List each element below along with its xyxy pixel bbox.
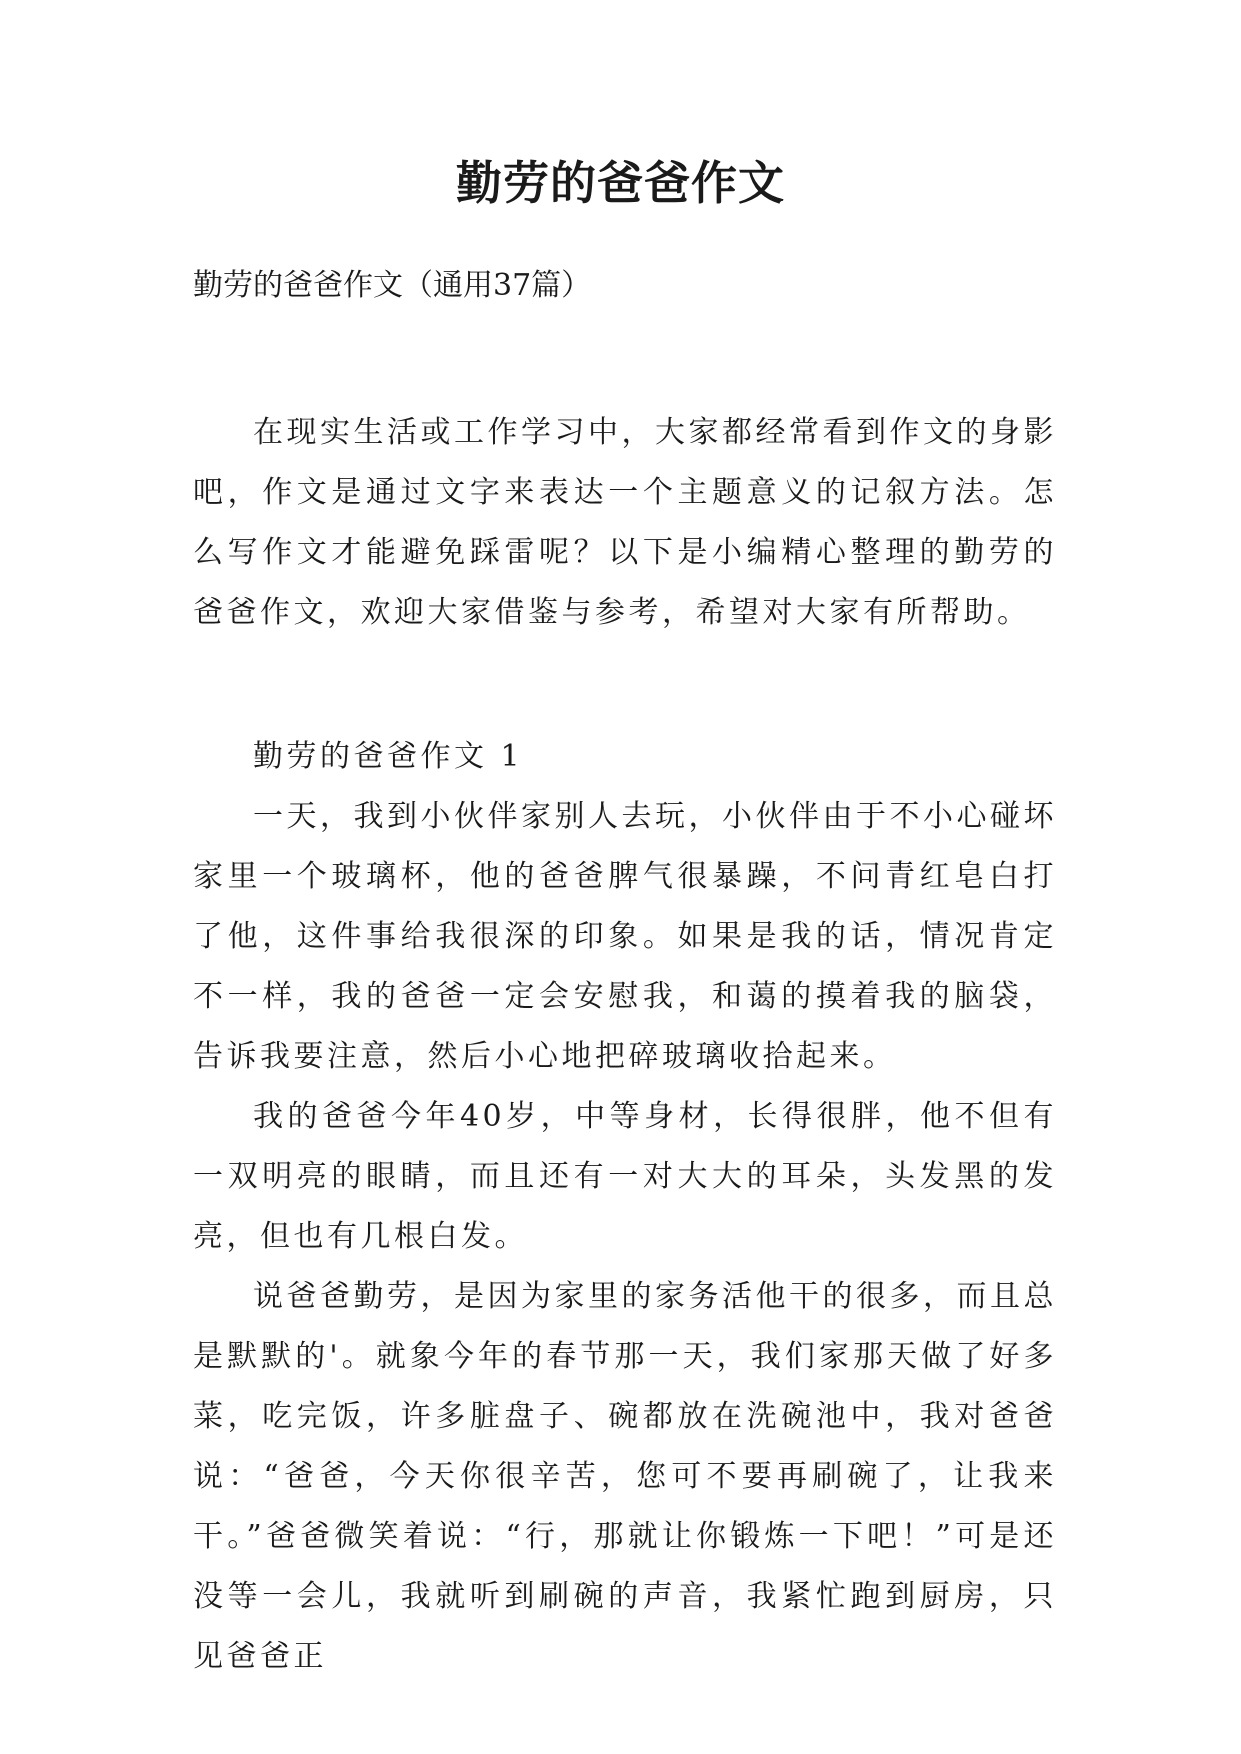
document-body [193, 403, 1057, 1687]
body-paragraph: 我的爸爸今年40岁，中等身材，长得很胖，他不但有一双明亮的眼睛，而且还有一对大大的耳朵，头发黑的发亮，但也有几根白发。 [193, 1099, 1057, 1254]
body-paragraph: 说爸爸勤劳，是因为家里的家务活他干的很多，而且总是默默的'。就象今年的春节那一天，我们家那天做了好多菜，吃完饭，许多脏盘子、碗都放在洗碗池中，我对爸爸说：“爸爸，今天你很辛苦，您可不要再刷碗了，让我来干。”爸爸微笑着说：“行，那就让你锻炼一下吧！”可是还没等一会儿，我就听到刷碗的声音，我紧忙跑到厨房，只见爸爸正 [193, 1279, 1057, 1674]
document-title: 勤劳的爸爸作文 [456, 156, 785, 210]
document-subtitle: 勤劳的爸爸作文（通用37篇） [193, 268, 592, 303]
intro-paragraph: 在现实生活或工作学习中，大家都经常看到作文的身影吧，作文是通过文字来表达一个主题意义的记叙方法。怎么写作文才能避免踩雷呢？以下是小编精心整理的勤劳的爸爸作文，欢迎大家借鉴与参考，希望对大家有所帮助。 [193, 415, 1057, 630]
body-paragraph: 一天，我到小伙伴家别人去玩，小伙伴由于不小心碰坏家里一个玻璃杯，他的爸爸脾气很暴躁，不问青红皂白打了他，这件事给我很深的印象。如果是我的话，情况肯定不一样，我的爸爸一定会安慰我，和蔼的摸着我的脑袋，告诉我要注意，然后小心地把碎玻璃收拾起来。 [193, 799, 1057, 1074]
section-heading: 勤劳的爸爸作文 1 [253, 739, 524, 774]
paragraph-spacer [193, 643, 1057, 727]
